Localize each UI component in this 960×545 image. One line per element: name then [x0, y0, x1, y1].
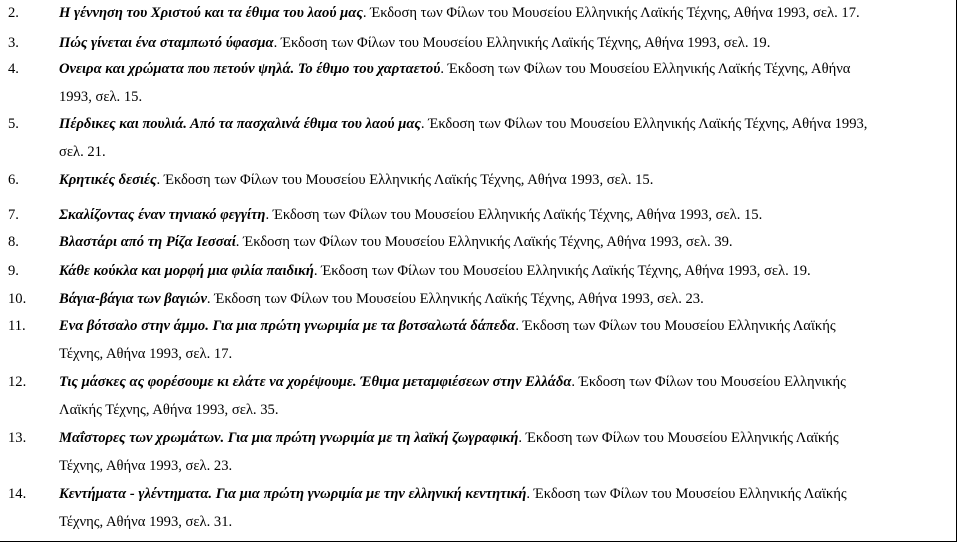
- entry-line: [59, 287, 704, 312]
- entry-continuation: σελ. 21.: [59, 144, 106, 160]
- entry-publisher: . Έκδοση των Φίλων του Μουσείου Ελληνικής Λαϊκής Τέχνης, Αθήνα: [440, 61, 851, 77]
- entry-line: [59, 314, 836, 339]
- entry-title: Κάθε κούκλα και μορφή μια φιλία παιδική: [59, 263, 314, 279]
- entry-line: [59, 57, 850, 82]
- entry-line: [59, 482, 847, 507]
- entry-continuation: Τέχνης, Αθήνα 1993, σελ. 23.: [59, 458, 233, 474]
- entry-continuation: Τέχνης, Αθήνα 1993, σελ. 17.: [59, 346, 233, 362]
- entry-number: 3.: [8, 35, 19, 51]
- entry-line: [59, 1, 860, 26]
- entry-number: 11.: [8, 318, 26, 334]
- entry-title: Κρητικές δεσιές: [59, 172, 157, 188]
- entry-number: 2.: [8, 5, 19, 21]
- entry-number: 9.: [8, 263, 19, 279]
- entry-line: [59, 370, 846, 395]
- entry-line: [59, 230, 733, 255]
- entry-publisher: . Έκδοση των Φίλων του Μουσείου Ελληνικής Λαϊκής Τέχνης, Αθήνα 1993, σελ. 19.: [313, 263, 811, 279]
- entry-publisher: . Έκδοση των Φίλων του Μουσείου Ελληνικής Λαϊκής Τέχνης, Αθήνα 1993, σελ. 39.: [235, 234, 733, 250]
- entry-publisher: . Έκδοση των Φίλων του Μουσείου Ελληνικής Λαϊκής: [526, 486, 847, 502]
- entry-publisher: . Έκδοση των Φίλων του Μουσείου Ελληνικής Λαϊκής Τέχνης, Αθήνα 1993, σελ. 23.: [206, 291, 704, 307]
- entry-number: 10.: [8, 291, 27, 307]
- entry-publisher: . Έκδοση των Φίλων του Μουσείου Ελληνικής Λαϊκής Τέχνης, Αθήνα 1993, σελ. 17.: [362, 5, 860, 21]
- entry-title: Πώς γίνεται ένα σταμπωτό ύφασμα: [59, 35, 274, 51]
- entry-number: 13.: [8, 430, 27, 446]
- entry-title: Πέρδικες και πουλιά. Από τα πασχαλινά έθιμα του λαού μας: [59, 116, 421, 132]
- entry-publisher: . Έκδοση των Φίλων του Μουσείου Ελληνικής Λαϊκής Τέχνης, Αθήνα 1993,: [420, 116, 868, 132]
- entry-continuation: 1993, σελ. 15.: [59, 89, 143, 105]
- entry-number: 4.: [8, 61, 19, 77]
- entry-continuation: Τέχνης, Αθήνα 1993, σελ. 31.: [59, 514, 233, 530]
- entry-number: 7.: [8, 207, 19, 223]
- entry-publisher: . Έκδοση των Φίλων του Μουσείου Ελληνικής Λαϊκής Τέχνης, Αθήνα 1993, σελ. 19.: [273, 35, 771, 51]
- entry-line: [59, 168, 653, 193]
- entry-publisher: . Έκδοση των Φίλων του Μουσείου Ελληνικής Λαϊκής Τέχνης, Αθήνα 1993, σελ. 15.: [265, 207, 763, 223]
- entry-publisher: . Έκδοση των Φίλων του Μουσείου Ελληνικής Λαϊκής: [518, 430, 839, 446]
- entry-line: [59, 259, 811, 284]
- entry-title: Σκαλίζοντας έναν τηνιακό φεγγίτη: [59, 207, 266, 223]
- entry-publisher: . Έκδοση των Φίλων του Μουσείου Ελληνικής Λαϊκής: [515, 318, 836, 334]
- entry-publisher: . Έκδοση των Φίλων του Μουσείου Ελληνικής Λαϊκής Τέχνης, Αθήνα 1993, σελ. 15.: [156, 172, 654, 188]
- entry-number: 5.: [8, 116, 19, 132]
- entry-number: 6.: [8, 172, 19, 188]
- entry-title: Βάγια-βάγια των βαγιών: [59, 291, 207, 307]
- entry-publisher: . Έκδοση των Φίλων του Μουσείου Ελληνικής: [571, 374, 846, 390]
- entry-line: [59, 426, 839, 451]
- entry-number: 12.: [8, 374, 27, 390]
- entry-title: Ενα βότσαλο στην άμμο. Για μια πρώτη γνωριμία με τα βοτσαλωτά δάπεδα: [59, 318, 516, 334]
- entry-line: [59, 31, 770, 56]
- entry-title: Η γέννηση του Χριστού και τα έθιμα του λαού μας: [59, 5, 363, 21]
- entry-number: 8.: [8, 234, 19, 250]
- entry-number: 14.: [8, 486, 27, 502]
- entry-line: [59, 112, 867, 137]
- entry-title: Βλαστάρι από τη Ρίζα Ιεσσαί: [59, 234, 236, 250]
- entry-line: [59, 203, 762, 228]
- entry-title: Τις μάσκες ας φορέσουμε κι ελάτε να χορέψουμε. Έθιμα μεταμφιέσεων στην Ελλάδα: [59, 374, 572, 390]
- entry-continuation: Λαϊκής Τέχνης, Αθήνα 1993, σελ. 35.: [59, 402, 279, 418]
- entry-title: Κεντήματα - γλέντηματα. Για μια πρώτη γνωριμία με την ελληνική κεντητική: [59, 486, 527, 502]
- entry-title: Ονειρα και χρώματα που πετούν ψηλά. Το έθιμο του χαρταετού: [59, 61, 441, 77]
- entry-title: Μαΐστορες των χρωμάτων. Για μια πρώτη γνωριμία με τη λαϊκή ζωγραφική: [59, 430, 519, 446]
